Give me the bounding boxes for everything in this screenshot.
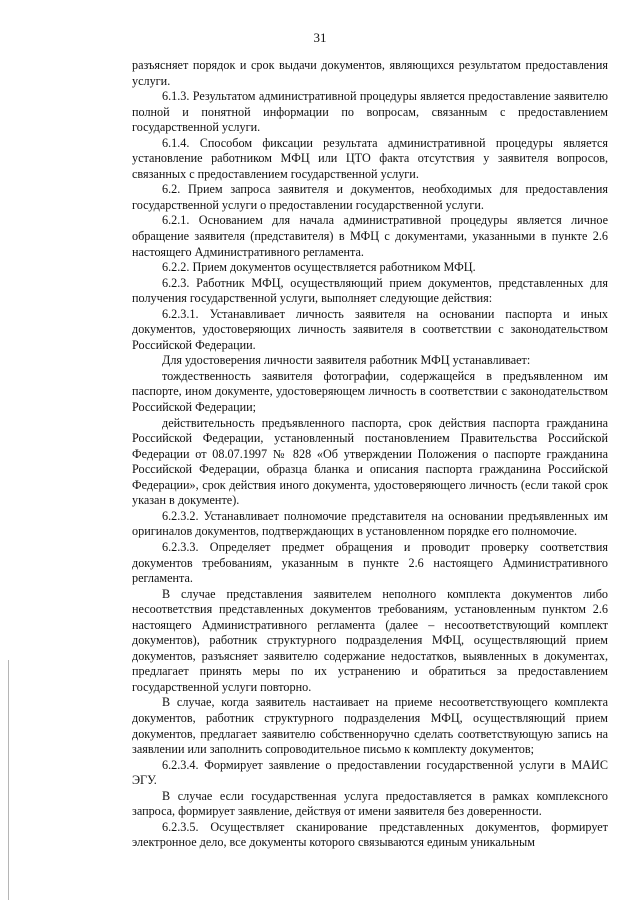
paragraph: 6.2.3.2. Устанавливает полномочие представителя на основании предъявленных им оригиналов документов, подтверждающих в установленном порядке его полномочие.: [132, 508, 608, 539]
paragraph: 6.2.2. Прием документов осуществляется работником МФЦ.: [162, 260, 476, 275]
paragraph: разъясняет порядок и срок выдачи документов, являющихся результатом предоставления услуги.: [132, 58, 608, 88]
scan-edge-line: [8, 660, 9, 900]
paragraph: 6.2.3.4. Формирует заявление о предоставлении государственной услуги в МАИС ЭГУ.: [132, 757, 608, 788]
paragraph: Для удостоверения личности заявителя работник МФЦ устанавливает:: [162, 353, 531, 368]
paragraph: В случае представления заявителем неполного комплекта документов либо несоответствия представленных документов требованиям, установленным пунктом 2.6 настоящего Административного регламента (далее – несоответствующий комплект документов), работник структурного подразделения МФЦ, осуществляющий прием документов, разъясняет заявителю содержание недостатков, выявленных в документах, предлагает принять меры по их устранению и обратиться за предоставлением государственной услуги повторно.: [132, 586, 608, 694]
paragraph: действительность предъявленного паспорта, срок действия паспорта гражданина Российской Федерации, установленный постановлением Правительства Российской Федерации от 08.07.1997 № 828 «Об утверждении Положения о паспорте гражданина Российской Федерации, образца бланка и описания паспорта гражданина Российской Федерации», срок действия иного документа, удостоверяющего личность (если такой срок указан в документе).: [132, 415, 608, 508]
paragraph: 6.2. Прием запроса заявителя и документов, необходимых для предоставления государственной услуги о предоставлении государственной услуги.: [132, 182, 608, 212]
document-body: [132, 58, 608, 851]
paragraph: 6.2.3. Работник МФЦ, осуществляющий прием документов, представленных для получения государственной услуги, выполняет следующие действия:: [132, 275, 608, 306]
paragraph: В случае если государственная услуга предоставляется в рамках комплексного запроса, формирует заявление, действуя от имени заявителя без доверенности.: [132, 788, 608, 819]
paragraph: 6.2.3.1. Устанавливает личность заявителя на основании паспорта и иных документов, удостоверяющих личность заявителя в соответствии с законодательством Российской Федерации.: [132, 306, 608, 352]
paragraph: 6.1.3. Результатом административной процедуры является предоставление заявителю полной и понятной информации по вопросам, связанным с предоставлением государственной услуги.: [132, 89, 608, 135]
paragraph: 6.2.1. Основанием для начала административной процедуры является личное обращение заявителя (представителя) в МФЦ с документами, указанными в пункте 2.6 настоящего Административного регламента.: [132, 213, 608, 259]
paragraph: тождественность заявителя фотографии, содержащейся в предъявленном им паспорте, ином документе, удостоверяющем личность в соответствии с законодательством Российской Федерации;: [132, 368, 608, 415]
page-number: 31: [313, 30, 327, 45]
paragraph: 6.1.4. Способом фиксации результата административной процедуры является установление работником МФЦ или ЦТО факта отсутствия у заявителя вопросов, связанных с предоставлением государственной услуги.: [132, 135, 608, 181]
paragraph: 6.2.3.5. Осуществляет сканирование представленных документов, формирует электронное дело, все документы которого связываются единым уникальным: [132, 819, 608, 850]
paragraph: В случае, когда заявитель настаивает на приеме несоответствующего комплекта документов, работник структурного подразделения МФЦ, осуществляющий прием документов, предлагает заявителю собственноручно сделать соответствующую запись на заявлении или заполнить сопроводительное письмо к комплекту документов;: [132, 695, 608, 757]
paragraph: 6.2.3.3. Определяет предмет обращения и проводит проверку соответствия документов требованиям, указанным в пункте 2.6 настоящего Административного регламента.: [132, 539, 608, 586]
